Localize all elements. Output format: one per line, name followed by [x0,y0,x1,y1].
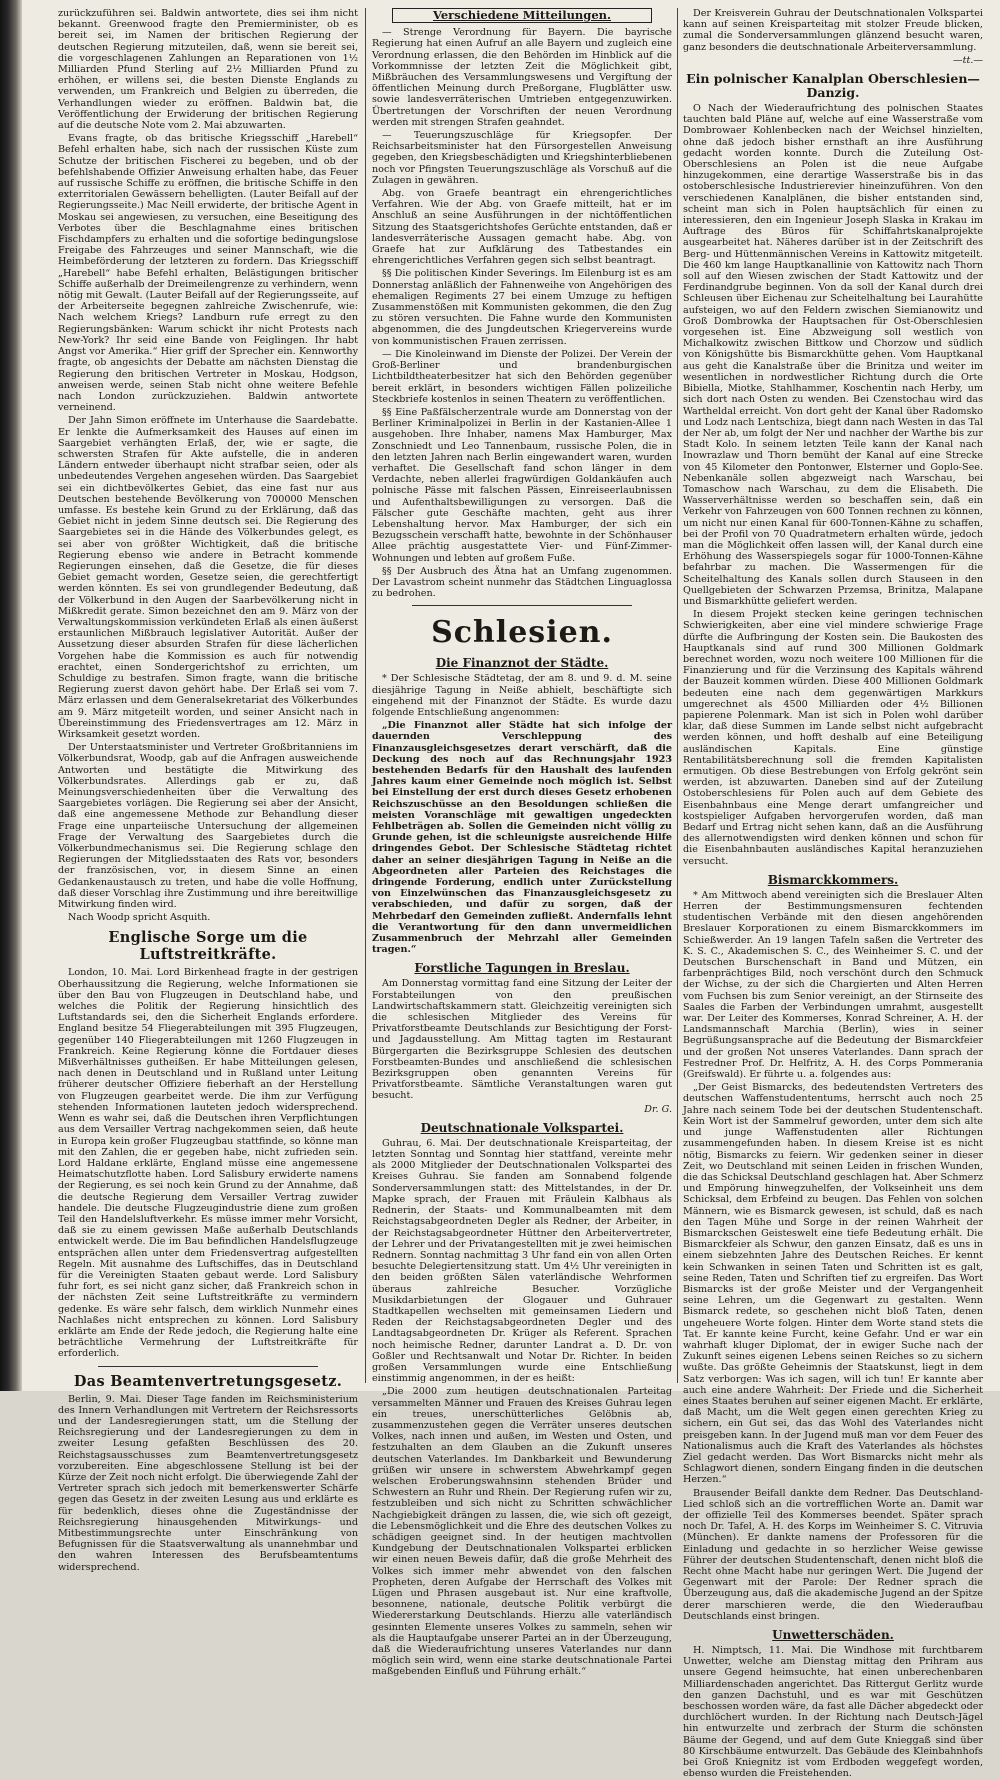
article-paragraph: zurückzuführen sei. Baldwin antwortete, dies sei ihm nicht bekannt. Greenwood fragte den Premierminister, ob es bereit sei, im Namen der britischen Regierung der deutschen Regierung mitzuteilen, daß, wenn sie bereit sei, die vorgeschlagenen Zahlungen an Reparationen von 1½ Milliarden Pfund Sterling auf 2½ Milliarden Pfund zu erhöhen, er willens sei, die besten Dienste Englands zu verwenden, um Frankreich und Belgien zu überreden, die Verhandlungen wieder zu eröffnen. Baldwin bat, die Veröffentlichung der Erwiderung der britischen Regierung auf die deutsche Note vom 2. Mai abzuwarten. [58,8,358,132]
section-heading-schlesien: Schlesien. [431,615,613,651]
article-paragraph: — Die Kinoleinwand im Dienste der Polizei. Der Verein der Groß-Berliner und brandenburgischen Lichtbildtheaterbesitzer hat sich den Behörden gegenüber bereit erklärt, in besonders wichtigen Fällen polizeiliche Steckbriefe kostenlos in seinen Theatern zu veröffentlichen. [372,348,672,405]
article-paragraph: §§ Die politischen Kinder Severings. Im Eilenburg ist es am Donnerstag anläßlich der Fahnenweihe von Angehörigen des ehemaligen Regiments 27 bei einem Umzuge zu heftigen Zusammenstößen mit Kommunisten gekommen, die den Zug zu stören versuchten. Die Fahne wurde den Kommunisten abgenommen, die des Jungdeutschen Kriegervereins wurde von kommunistischen Frauen zerrissen. [372,268,672,347]
article-paragraph: Der Kreisverein Guhrau der Deutschnationalen Volkspartei kann auf seinen Kreisparteitag mit stolzer Freude blicken, zumal die Sonderversammlungen glänzend besucht waren, ganz besonders die deutschnationale Arbeiterversammlung. [683,8,983,53]
article-paragraph: §§ Der Ausbruch des Ätna hat an Umfang zugenommen. Der Lavastrom scheint nunmehr das Städtchen Linguaglossa zu bedrohen. [372,565,672,600]
article-paragraph: London, 10. Mai. Lord Birkenhead fragte in der gestrigen Oberhaussitzung die Regierung, welche Informationen sie über den Bau von Flugzeugen in Deutschland habe, und welches die Politik der Regierung hinsichtlich des Luftstandards sei, den die Sicherheit Englands erfordere. England besitze 54 Fliegerabteilungen mit 395 Flugzeugen, gegenüber 140 Fliegerabteilungen mit 1260 Flugzeugen in Frankreich. Keine Regierung könne die Fortdauer dieses Mißverhältnisses gutheißen. Er habe Mitteilungen gelesen, nach denen in Deutschland und in Rußland unter Leitung früherer deutscher Offiziere fieberhaft an der Herstellung von Flugzeugen gearbeitet werde. Die ihm zur Verfügung stehenden Informationen lauteten jedoch widersprechend. Wenn es wahr sei, daß die Deutschen ihren Verpflichtungen aus dem Versailler Vertrag nachgekommen seien, daß heute in Europa kein großer Flugzeugbau stattfinde, so könne man mit den Zahlen, die er gegeben habe, nicht zufrieden sein. Lord Haldane erklärte, England müsse eine angemessene Heimatschutzflotte haben. Lord Salisbury erwiderte namens der Regierung, es sei noch kein Grund zu der Annahme, daß die deutsche Regierung dem Versailler Vertrag zuwider handele. Die deutsche Flugzeugindustrie diene zum großen Teil den Handelsluftverkehr. Es müsse immer mehr Vorsicht, daß sie zu einem gewissen Maße außerhalb Deutschlands entwickelt werde. Die im Bau befindlichen Handelsflugzeuge entsprächen allen unter dem Friedensvertrag aufgestellten Regeln. Mit ausnahme des Luftschiffes, das in Deutschland für die Vereinigten Staaten gebaut werde. Lord Salisbury fuhr fort, es sei nicht ganz sicher, daß Frankreich schon in der nächsten Zeit seine Luftstreitkräfte zu vermindern gedenke. Es wäre sehr falsch, dem wirklich Nunmehr eines Nachlaßes nicht entsprechen zu können. Lord Salisbury erklärte am Ende der Rede jedoch, die Regierung halte eine beträchtliche Vermehrung der Luftstreitkräfte für erforderlich. [58,967,358,1360]
article-paragraph: Der Jahn Simon eröffnete im Unterhause die Saardebatte. Er lenkte die Aufmerksamkeit des Hauses auf einen im Saargebiet verhängten Erlaß, der, wie er sagte, die schwersten Strafen für Akte aufstelle, die in anderen Ländern entweder überhaupt nicht strafbar seien, oder als unbedeutendes Vergehen angesehen würden. Das Saargebiet sei ein dichtbevölkertes Gebiet, das eine fast nur aus Deutschen bestehende Bevölkerung von 700000 Menschen umfasse. Es bestehe kein Grund zu der Erklärung, daß das Gebiet nicht in jedem Sinne deutsch sei. Die Regierung des Saargebietes sei in die Hände des Völkerbundes gelegt, es sei aber von größter Wichtigkeit, daß die britische Regierung ebenso wie andere in Betracht kommende Regierungen einsehen, daß die Gesetze, die für dieses Gebiet gemacht worden, Gesetze seien, die gerechtfertigt werden könnten. Es sei von grundlegender Bedeutung, daß der Völkerbund in den Augen der Saarbevölkerung nicht in Mißkredit gerate. Simon bezeichnet den am 9. März von der Verwaltungskommission verkündeten Erlaß als einen äußerst erstaunlichen Mißbrauch legislativer Autorität. Außer der Aussetzung dieser absurden Strafen für diese lächerlichen Vorgehen habe die Kommission es auch für notwendig erachtet, einen Sondergerichtshof zu errichten, um Schuldige zu bestrafen. Simon fragte, wann die britische Regierung zuerst davon gehört habe. Der Erlaß sei vom 7. März erlassen und dem Generalsekretariat des Völkerbundes am 9. März mitgeteilt worden, und seiner Ansicht nach in Übereinstimmung des Friedensvertrages am 12. März in Wirksamkeit gesetzt worden. [58,415,358,740]
article-paragraph: — Teuerungszuschläge für Kriegsopfer. Der Reichsarbeitsminister hat den Fürsorgestellen Anweisung gegeben, den Kriegsbeschädigten und Kriegshinterbliebenen noch vor Pfingsten Teuerungszuschläge als Vorschuß auf die Zulagen in gewähren. [372,130,672,186]
column-middle [372,8,673,1678]
article-paragraph: — Strenge Verordnung für Bayern. Die bayrische Regierung hat einen Aufruf an alle Bayern und zugleich eine Verordnung erlassen, die den Behörden im Hinblick auf die Vorkommnisse der letzten Zeit die Möglichkeit gibt, Mißbräuchen des Versammlungswesens und Vergiftung der öffentlichen Meinung durch Preßorgane, Flugblätter usw. sowie landesverräterischen Umtrieben entgegenzuwirken. Übertretungen der Vorschriften der neuen Verordnung werden mit strengen Strafen geahndet. [372,27,672,128]
article-paragraph: Guhrau, 6. Mai. Der deutschnationale Kreisparteitag, der letzten Sonntag und Sonntag hier stattfand, vereinte mehr als 2000 Mitglieder der Deutschnationalen Volkspartei des Kreises Guhrau. Sie fanden am Sonnabend folgende Sonderversammlungen statt: des Mittelstandes, in der Dr. Mapke sprach, der Frauen mit Fräulein Kalbhaus als Rednerin, der Staats- und Kommunalbeamten mit dem Reichstagsabgeordneten Degler als Redner, der Arbeiter, in der Reichstagsabgeordneter Hüttner den Arbeitervertreter, der Lehrer und der Privatangestellten mit je zwei heimischen Rednern. Sonntag nachmittag 3 Uhr fand ein von allen Orten besuchte Delegiertensitzung statt. Um 4½ Uhr vereinigten in den beiden größten Sälen vaterländische Wehrformen überaus zahlreiche Besucher. Vorzügliche Musikdarbietungen der Glogauer und Guhrauer Stadtkapellen wechselten mit gemeinsamen Liedern und Reden der Reichstagsabgeordneten Degler und des Landtagsabgeordneten Dr. Krüger als Referent. Sprachen noch heimische Redner, darunter Landrat a. D. Dr. von Goßler und Rechtsanwalt und Notar Dr. Richter. In beiden großen Versammlungen wurde eine Entschließung einstimmig angenommen, in der es heißt: [372,1137,673,1385]
divider [98,1366,318,1367]
article-paragraph: * Am Mittwoch abend vereinigten sich die Breslauer Alten Herren der Bestimmungsmensuren fechtenden studentischen Verbände mit den diesen angehörenden Breslauer Korporationen zu einem Bismarckkommers im Schießwerder. An 19 langen Tafeln saßen die Vertreter des K. S. C., Akademischen S. C., des Weinheimer S. C. und der Deutschen Burschenschaft in Band und Mützen, ein farbenprächtiges Bild, noch verschönt durch den Schmuck der Wichse, zu der sich die Chargierten und Alten Herren vom Fuchsen bis zum Senior vereinigt, an der Stirnseite des Saales die Farben der Verbindungen umrahmt, ausgestellt war. Der Leiter des Kommerses, Konrad Schreiner, A. H. der Landsmannschaft Marchia (Berlin), wies in seiner Begrüßungsansprache auf die Bedeutung der Bismarckfeier und der großen Not unseres Vaterlandes. Dann sprach der Festredner Prof. Dr. Helfritz, A. H. des Corps Pommerania (Greifswald). Er führte u. a. folgendes aus: [683,889,983,1081]
article-paragraph: Berlin, 9. Mai. Dieser Tage fanden im Reichsministerium des Innern Verhandlungen mit Vertretern der Reichsressorts und der Landesregierungen statt, um die Stellung der Reichsregierung und der Landesregierungen zu dem in zweiter Lesung gefaßten Beschlüssen des 20. Reichstagsausschusses zum Beamtenvertretungsgesetz vorzubereiten. Eine abgeschlossene Stellung ist bei der Kürze der Zeit noch nicht erfolgt. Die überwiegende Zahl der Vertreter sprach sich jedoch mit bemerkenswerter Schärfe gegen das Gesetz in der zweiten Lesung aus und erklärte es für bedenklich, dieses ohne die Zugeständnisse der Reichsregierung hinausgehenden Mitwirkungs- und Mitbestimmungsrechte unter Einschränkung von Befugnissen für die Staatsverwaltung als unannehmbar und den wahren Interessen des Berufsbeamtentums widersprechend. [58,1393,358,1573]
article-paragraph: * Der Schlesische Städtetag, der am 8. und 9. d. M. seine diesjährige Tagung in Neiße abhielt, beschäftigte sich eingehend mit der Finanznot der Städte. Es wurde dazu folgende Entschließung angenommen: [372,673,672,718]
author-signature: Dr. G. [644,1103,672,1115]
divider [412,605,632,606]
article-paragraph: Evans fragte, ob das britische Kriegsschiff „Harebell“ Befehl erhalten habe, sich nach der russischen Küste zum Schutze der britischen Fischerei zu begeben, und ob der befehlshabende Offizier Anweisung erhalten habe, das Feuer auf russische Schiffe zu eröffnen, die britische Schiffe in den exterritorialen Gewässern behelligten. (Lauter Beifall auf der Regierungsseite.) Mac Neill erwiderte, der britische Agent in Moskau sei angewiesen, zu versuchen, eine Beseitigung des Verbotes über die Beschlagnahme eines britischen Fischdampfers zu erhalten und die sofortige bedingungslose Freigabe des Fahrzeuges und seiner Mannschaft, wie die Heimbeförderung der letzteren zu fordern. Das Kriegsschiff „Harebell“ habe Befehl erhalten, Belästigungen britischer Schiffe außerhalb der Dreimeilengrenze zu verhindern, wenn nötig mit Gewalt. (Lauter Beifall auf der Regierungsseite, auf der Arbeiterseite begegnen zahlreiche Zwischenrufe, wie: Nach welchem Kriegs? Landburn rufe erregt zu den Regierungsbänken: Warum schickt ihr nicht Protests nach New-York? Ihr seid eine Bande von Feiglingen. Ihr habt Angst vor Amerika.“ Hier griff der Sprecher ein. Kennworthy fragte, ob angesichts der Debatte am nächsten Dienstag die Regierung den britischen Vertreter in Moskau, Hodgson, anweisen werde, seinen Stab nicht ohne weitere Befehle nach London zurückzuziehen. Baldwin antwortete verneinend. [58,133,358,414]
headline-beamtenvertretungsgesetz: Das Beamtenvertretungsgesetz. [73,1372,343,1390]
column-rule [677,8,678,1383]
article-paragraph: Brausender Beifall dankte dem Redner. Das Deutschland-Lied schloß sich an die vortrefflichen Worte an. Damit war der offizielle Teil des Kommerses beendet. Später sprach noch Dr. Tafel, A. H. des Korps im Weinheimer S. C. Vitruvia (München). Er dankte namens der Professoren für die Einladung und gedachte in so herzlicher Weise gewisse Führer der deutschen Studentenschaft, denen nicht bloß die Recht ohne Macht habe nur geringen Wert. Die Jugend der Gegenwart mit der Parole: Der Redner sprach die Überzeugung aus, daß die akademische Jugend an der Spitze derer marschieren werde, die den Wiederaufbau Deutschlands einst bringen. [683,1487,983,1622]
column-left [58,8,358,1573]
article-paragraph: Nach Woodp spricht Asquith. [68,912,211,924]
column-right [683,8,983,1779]
article-paragraph: Der Unterstaatsminister und Vertreter Großbritanniens im Völkerbundsrat, Woodp, gab auf die Anfragen ausweichende Antworten und bestätigte die Mitwirkung des Völkerbundsrates. Allerdings gab er zu, daß Meinungsverschiedenheiten über die Verwaltung des Saargebietes vorlägen. Die Regierung sei aber der Ansicht, daß eine angemessene Methode zur Behandlung dieser Frage eine unparteiische Untersuchung der allgemeinen Frage der Verwaltung des Saargebietes durch die Völkerbundmechanismus sei. Die Regierung schlage den Regierungen der Mitgliedsstaaten des Rats vor, besonders der französischen, vor, in diesem Sinne an einen Gedankenaustausch zu treten, und habe die volle Hoffnung, daß dieser Vorschlag ihre Zustimmung und ihre bereitwillige Mitwirkung finden wird. [58,742,358,911]
author-signature: —tt.— [953,54,983,66]
headline-unwetterschaeden: Unwetterschäden. [772,1628,894,1643]
headline-volkspartei: Deutschnationale Volkspartei. [420,1120,624,1135]
article-paragraph: O Nach der Wiederaufrichtung des polnischen Staates tauchten bald Pläne auf, welche auf eine Wasserstraße vom Dombrowaer Kohlenbecken nach der Weichsel hinzielten, ohne daß jedoch bisher ernsthaft an ihre Ausführung gedacht worden konnte. Durch die Zuteilung Ost-Oberschlesiens an Polen ist die neue Aufgabe hinzugekommen, eine derartige Wasserstraße bis in das ostoberschlesische Industrierevier hineinzuführen. Von den verschiedenen Kanalplänen, die bisher entstanden sind, scheint man sich in Polen hauptsächlich für einen zu interessieren, den ein Ingenieur Joseph Slaska in Krakau im Auftrage des Büros für Schiffahrtskanalprojekte ausgearbeitet hat. Näheres darüber ist in der Zeitschrift des Berg- und Hüttenmännischen Vereins in Kattowitz mitgeteilt. Die 460 km lange Hauptkanallinie von Kattowitz nach Thorn soll auf den Wiesen zwischen der Stadt Kattowitz und der Ferdinandgrube beginnen. Von da soll der Kanal durch drei Schleusen über Eichenau zur Scheitelhaltung bei Laurahütte aufsteigen, wo auf den Feldern zwischen Siemianowitz und Groß Dombrowka der Hauptsachen für Ost-Oberschlesien vorgesehen ist. Eine Abzweigung soll westlich von Michalkowitz zwischen Bittkow und Chorzow und südlich von Königshütte bis Bismarckhütte gehen. Vom Hauptkanal aus geht die Kanalstraße über die Brinitza und weiter im wesentlichen in nordwestlicher Richtung durch die Orte Bibiella, Miotke, Stahlhammer, Koschentin nach Herby, um sich dort nach Osten zu wenden. Bei Czenstochau wird das Wartheldal erreicht. Von dort geht der Kanal über Radomsko und Lodz nach Lentschiza, biegt dann nach Westen in das Tal der Ner ab, um folgt der Ner und nachher der Warthe bis zur Stadt Kolo. In seinem letzten Teile kann der Kanal nach Inowrazlaw und Thorn bemüht der Kanal auf eine Strecke von 45 Kilometer den Pontonwer, Elsterner und Goplo-See. Nebenkanäle sollen abgezweigt nach Warschau, bei Tomaschow nach Warschau, zu dem die Elisabeth. Die Wasserverhältnisse werden so beschaffen sein, daß ein Verkehr von Fahrzeugen von 600 Tonnen rechnen zu können, um nicht nur einen Kanal für 600-Tonnen-Kähne zu schaffen, bei der Profil von 70 Quadratmetern erhalten würde, jedoch man die Möglichkeit offen lassen will, der Kanal durch eine Erhöhung des Wasserspiegels sogar für 1000-Tonnen-Kähne befahrbar zu machen. Die Wassermengen für die Scheitelhaltung des Kanals sollen durch Stauseen in den Quellgebieten der Schwarzen Przemsa, Brinitza, Malapane und Bismarkhütte geliefert werden. [683,103,983,607]
article-quote: „Der Geist Bismarcks, des bedeutendsten Vertreters des deutschen Waffenstudententums, herrscht auch noch 25 Jahre nach seinem Tode bei der deutschen Studentenschaft. Kein Wort ist der Sammelruf geworden, unter dem sich alte und junge Waffenstudenten aller Richtungen zusammengefunden haben. In diesem Kreise ist es nicht nötig, Bismarcks zu feiern. Wir gedenken seiner in dieser Zeit, wo Deutschland mit seinen Leiden in frischen Wunden, die das Schicksal Deutschland geschlagen hat. Aber Schmerz und Empörung hinwegzuhelfen, der Volkseinheit uns dem Schicksal, dem Erbfeind zu beugen. Das Fehlen von solchen Männern, wie es Bismarck gewesen, ist schuld, daß es nach den Tagen Mühe und Sorge in der reinen Wahrheit der Bismarckschen Geisteswelt eine tiefe Bedeutung erhält. Die Bismarckfeier als Schwur, den ganzen Einsatz, daß es uns in einem siebzehnten Jahre des Deutschen Reiches. Er kennt kein Schwanken in seinen Taten und Schritten ist es galt, seine Reden, Taten und Schriften tief zu ergreifen. Das Wort Bismarcks ist der große Meister und der Vergangenheit seine Lehren, um die Gegenwart zu gestalten. Wenn Bismarck redete, so geschehen nicht bloß Taten, denen ungeheuere Worte folgen. Hinter dem Worte stand stets die Tat. Er kannte keine Furcht, keine Gefahr. Und er war ein wahrhaft kluger Diplomat, der in ewiger Suche nach der Zukunft seines eigenen Lebens seinen Reiches so zu sichern wußte. Das größte Geheimnis der Staatskunst, liegt in dem Satz verborgen: Was ich sagen, will ich tun! Er kannte aber auch eine andere Wahrheit: Der Friede und die Sicherheit eines Staates beruhen auf seiner eigenen Macht. Er erklärte, daß Macht, um die Welt gegen einen gerechten Krieg zu sichern, ein Gut sei, das das Wohl des Vaterlandes nicht preisgeben kann. In der Jugend muß man vor dem Feuer des Nationalismus auch die Kraft des Vaterlandes als höchstes Ziel gedacht werden. Das Wort Bismarcks nicht mehr als Schlagwort dienen, sondern Eingang finden in die deutschen Herzen.“ [683,1082,983,1486]
article-quote: „Die 2000 zum heutigen deutschnationalen Parteitag versammelten Männer und Frauen des Kreises Guhrau legen ein treues, unerschütterliches Gelöbnis ab, zusammenzustehen gegen die Verräter unseres deutschen Volkes, nach innen und außen, im Westen und Osten, und festzuhalten an dem Glauben an die Zukunft unseres deutschen Vaterlandes. Im Dankbarkeit und Bewunderung grüßen wir unsere in schwerstem Abwehrkampf gegen welschen Eroberungswahnsinn stehenden Brüder und Schwestern an Ruhr und Rhein. Der Regierung rufen wir zu, festzubleiben und sich nicht zu Schritten schwächlicher Nachgiebigkeit drängen zu lassen, die, wie sich oft gezeigt, die Lebensmöglichkeit und die Ehre des deutschen Volkes zu schädigen geeignet sind. In der heutigen machtvollen Kundgebung der Deutschnationalen Volkspartei erblicken wir einen neuen Beweis dafür, daß die große Mehrheit des Volkes sich immer mehr abwendet von den falschen Propheten, deren Aufgabe der Herrschaft des Volkes mit Lügen und Phrasen ausgebaut ist. Nur eine kraftvolle, besonnene, nationale, deutsche Politik verbürgt die Wiedererstarkung Deutschlands. Hierzu alle vaterländisch gesinnten Elemente unseres Volkes zu sammeln, sehen wir als die Hauptaufgabe unserer Partei an in der Überzeugung, daß die Wiederaufrichtung unseres Vaterlandes nur dann möglich sein wird, wenn eine starke deutschnationale Partei maßgebenden Einfluß und Führung erhält.“ [372,1386,672,1678]
binding-edge [0,0,22,1391]
headline-bismarckkommers: Bismarckkommers. [767,872,899,887]
article-paragraph: §§ Eine Paßfälscherzentrale wurde am Donnerstag von der Berliner Kriminalpolizei in Berlin in der Kastanien-Allee 1 ausgehoben. Ihre Inhaber, namens Max Hamburger, Max Zonschniedt und Leo Tannenbaum, russische Polen, die in den letzten Jahren nach Berlin eingewandert waren, wurden verhaftet. Die Gesellschaft fand schon länger in dem Verdachte, neben allerlei fragwürdigen Goldankäufen auch polnische Pässe mit falschen Pässen, Einreiseerlaubnissen und Aufenthaltsbewilligungen zu versorgen. Daß die Fälscher gute Geschäfte machten, geht aus ihrer Lebenshaltung hervor. Max Hamburger, der sich ein Bezugsschein verschafft hatte, bewohnte in der Schönhauser Allee prächtig ausgestattete Vier- und Fünf-Zimmer-Wohnungen und lebten auf großem Fuße. [372,406,672,564]
article-paragraph: In diesem Projekt stecken keine geringen technischen Schwierigkeiten, aber eine viel mindere schwierige Frage dürfte die Aufbringung der Kosten sein. Die Baukosten des Hauptkanals sind auf rund 300 Millionen Goldmark berechnet worden, wozu noch weitere 100 Millionen für die Finanzierung und für die Verzinsung des Kapitals während der Bauzeit kommen würden. Diese 400 Millionen Goldmark bedeuten eine nach dem gegenwärtigen Markkurs umgerechnet als 4500 Milliarden oder 4½ Billionen papierene Polenmark. Man ist sich in Polen wohl darüber klar, daß diese Summen im Lande selbst nicht aufgebracht werden können, und hofft deshalb auf eine Beteiligung ausländischen Kapitals. Eine günstige Rentabilitätsberechnung soll die fremden Kapitalisten ermutigen. Ob diese Bestrebungen von Erfolg gekrönt sein werden, ist abzuwarten. Daneben sind auf der Zuteilung Ostoberschlesiens für Polen auch auf dem Gebiete des Eisenbahnbaus eine Menge derart umfangreicher und kostspieliger Aufgaben hervorgerufen worden, daß man Bedarf und Ertrag nicht sehen kann, daß an die Ausführung des allernotwendigsten wird denken können und schon für die Eisenbahnbauten ausländisches Kapital heranzuziehen versucht. [683,609,983,867]
column-rule [365,8,366,1383]
headline-luftstreitkraefte: Englische Sorge um die Luftstreitkräfte. [108,929,308,964]
article-quote: „Die Finanznot aller Städte hat sich infolge der dauernden Verschleppung des Finanzausgleichsgesetzes derart verschärft, daß die Deckung des noch auf das Rechnungsjahr 1923 bestehenden Bedarfs für den Haushalt des laufenden Jahres kaum einer Gemeinde noch möglich ist. Selbst bei Einstellung der erst durch dieses Gesetz erhobenen Reichszuschüsse an den Besoldungen schließen die meisten Voranschläge mit gewaltigen ungedeckten Fehlbeträgen ab. Sollen die Gemeinden nicht völlig zu Grunde gehen, ist die schleunigste ausreichende Hilfe dringendes Gebot. Der Schlesische Städtetag richtet daher an seiner diesjährigen Tagung in Neiße an die Abgeordneten aller Parteien des Reichstages die dringende Forderung, endlich unter Zurückstellung von Einzelwünschen das Finanzausgleichsgesetz zu verabschieden, und dafür zu sorgen, daß der Mehrbedarf den Gemeinden zufließt. Andernfalls lehnt die Verantwortung für den dann unvermeidlichen Zusammenbruch der Mehrzahl aller Gemeinden tragen.“ [372,720,672,956]
article-paragraph: Abg. von Graefe beantragt ein ehrengerichtliches Verfahren. Wie der Abg. von Graefe mitteilt, hat er im Anschluß an seine Ausführungen in der nichtöffentlichen Sitzung des Staatsgerichtshofes Gerüchte entstanden, daß er landesverräterische Aussagen gemacht habe. Abg. von Graefe hat zur Aufklärung des Tatbestandes ein ehrengerichtliches Verfahren gegen sich selbst beantragt. [372,188,672,267]
headline-forstliche-tagungen: Forstliche Tagungen in Breslau. [414,961,630,976]
article-paragraph: Am Donnerstag vormittag fand eine Sitzung der Leiter der Forstabteilungen von den preußischen Landwirtschaftskammern statt. Gleichzeitig vereinigten sich die schlesischen Mitglieder des Vereins für Privatforstbeamte Deutschlands zur Besichtigung der Forst- und Jagdausstellung. Am Mittag tagten im Restaurant Bürgergarten die Bezirksgruppe Schlesien des deutschen Forstbeamten-Bundes und anschließend die schlesischen Bezirksgruppen oben genannten Vereins für Privatforstbeamte. Sämtliche Veranstaltungen waren gut besucht. [372,978,672,1102]
headline-finanznot: Die Finanznot der Städte. [435,656,609,671]
article-paragraph: H. Nimptsch, 11. Mai. Die Windhose mit furchtbarem Unwetter, welche am Dienstag mittag den Prihram aus unsere Gegend heimsuchte, hat einen unberechenbaren Milliardenschaden angerichtet. Das Rittergut Gerlitz wurde den ganzen Dachstuhl, und es war mit Geschützen beschossen worden wäre, da fast alle Dächer abgedeckt oder durchlöchert wurden. In der Richtung nach Deutsch-Jägel hin entwurzelte und zerbrach der Sturm die schönsten Bäume der Gegend, und auf dem Gute Knieggaß sind über 80 Kirschbäume entwurzelt. Das Gebäude des Kleinbahnhofs bei Groß Kniegnitz ist vom Erdboden weggefegt worden, ebenso wurden die Freistehenden. [683,1645,983,1779]
headline-kanalplan: Ein polnischer Kanalplan Oberschlesien—Danzig. [686,71,980,101]
section-heading-mitteilungen: Verschiedene Mitteilungen. [392,8,652,23]
